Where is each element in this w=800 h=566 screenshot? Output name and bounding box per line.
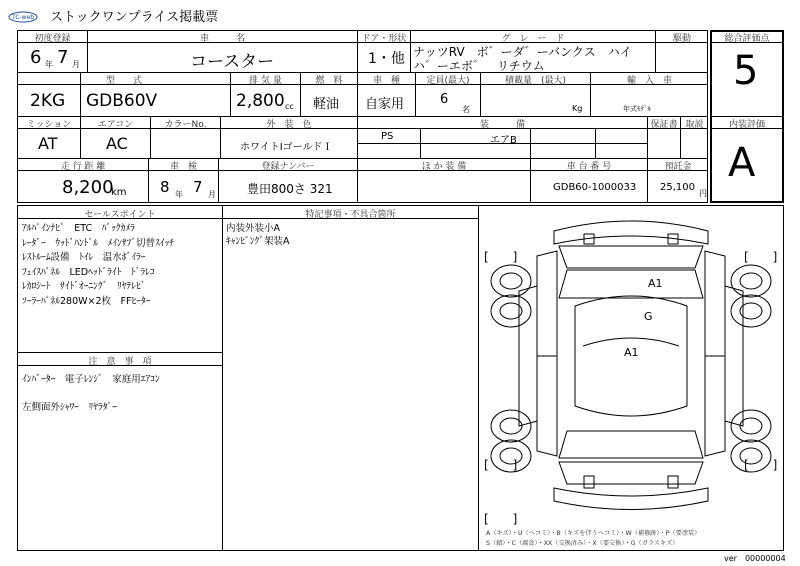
capacity-label: 定員(最大)	[426, 76, 470, 86]
model-value: GDB60V	[86, 91, 158, 111]
model-label: 型 式	[105, 76, 142, 86]
price-value: 25,100	[660, 182, 695, 193]
inspection-year: 8	[160, 178, 170, 196]
notes-label: 注 意 事 項	[88, 357, 152, 367]
note-line	[22, 387, 220, 401]
aircon-label: エアコン	[97, 120, 134, 130]
car-name: コースター	[190, 52, 275, 72]
aircon-value: AC	[106, 134, 128, 153]
model-prefix: 2KG	[30, 91, 66, 111]
bracket-right-bottom: [ ]	[744, 458, 778, 472]
grade-line2: ハ゛ーエボ゛ リチウム	[413, 59, 545, 73]
bracket-left-top: [ ]	[484, 250, 518, 264]
bracket-right-top: [ ]	[744, 250, 778, 264]
first-reg-year-unit: 年	[45, 60, 53, 69]
displacement-unit: cc	[285, 102, 294, 111]
price-unit: 円	[699, 189, 707, 198]
logo	[8, 8, 38, 22]
fuel-value: 軽油	[313, 97, 340, 112]
sales-point-line: ﾌｪｲｽﾊﾟﾈﾙ LEDﾍｯﾄﾞﾗｲﾄ ﾄﾞﾗﾚｺ	[22, 266, 155, 278]
page-title: ストックワンプライス掲載票	[50, 10, 219, 25]
warranty-label: 保証書	[650, 120, 678, 130]
special-line: 内装外装小A	[226, 223, 280, 234]
chassis-value: GDB60-1000033	[553, 182, 637, 193]
special-line: ｷｬﾝﾋﾟﾝｸﾞ架装A	[226, 236, 290, 247]
door-label: ドア・形状	[361, 34, 407, 44]
sales-point-line: ｿｰﾗｰﾊﾟﾈﾙ280W×2枚 FFﾋｰﾀｰ	[22, 295, 151, 307]
first-reg-label: 初度登録	[34, 34, 71, 44]
bracket-left-bottom: [ ]	[484, 458, 518, 472]
mission-label: ミッション	[26, 120, 72, 130]
sales-points-label: セールスポイント	[84, 210, 156, 220]
drive-label: 駆動	[672, 34, 691, 44]
first-reg-year: 6	[30, 47, 42, 68]
mileage-label: 走 行 距 離	[60, 162, 106, 172]
special-label: 特記事項・不具合箇所	[305, 210, 396, 220]
manual-label: 取説	[685, 120, 704, 130]
inspection-label: 車 検	[169, 162, 197, 172]
first-reg-month: 7	[57, 47, 69, 68]
equipment-label: 装 備	[479, 120, 525, 130]
type-label: 車 種	[372, 76, 400, 86]
plate-label: 登録ナンバー	[261, 162, 315, 172]
capacity-value: 6	[440, 92, 449, 107]
inspection-year-unit: 年	[175, 190, 183, 199]
vehicle-diagram	[479, 206, 783, 528]
note-line: ｲﾝﾊﾞｰﾀｰ 電子ﾚﾝｼﾞ 家庭用ｴｱｺﾝ	[22, 374, 160, 385]
bracket-bottom-left: [ ]	[484, 512, 518, 526]
mileage-unit: km	[111, 187, 127, 198]
sales-points-list	[22, 222, 220, 309]
equipment-ps: PS	[381, 131, 394, 142]
notes-list	[22, 373, 220, 415]
inspection-month: 7	[193, 178, 203, 196]
note-line: 左側面外ｼｬﾜｰ ﾘﾔﾗﾀﾞｰ	[22, 402, 118, 413]
version-text: ver 00000004	[724, 554, 786, 563]
first-reg-month-unit: 月	[72, 60, 80, 69]
mileage-value: 8,200	[62, 177, 114, 198]
damage-mark-g: G	[644, 310, 653, 323]
mission-value: AT	[38, 134, 58, 153]
damage-mark-a1-top: A1	[648, 277, 663, 290]
diagram-legend-1: A（キズ）・U（ヘコミ）・B（キズを伴うヘコミ）・W（補修跡）・P（要塗装）	[486, 530, 701, 537]
load-label: 積載量 (最大)	[504, 76, 567, 86]
special-list	[226, 222, 476, 248]
other-equipment-label: ほ か 装 備	[421, 162, 467, 172]
car-name-label: 車 名	[199, 34, 245, 44]
displacement-value: 2,800	[236, 91, 285, 111]
logo-icon	[8, 9, 38, 23]
capacity-unit: 名	[462, 105, 470, 114]
door-value: 1・他	[368, 51, 405, 67]
logo-text: TC-web	[12, 14, 35, 21]
diagram-legend-2: S（錆）・C（腐食）・XX（交換済み）・X（要交換）・G（ガラスキズ）	[486, 540, 679, 547]
load-unit: Kg	[572, 104, 583, 113]
color-no-label: カラーNo.	[164, 120, 207, 130]
import-label: 輸 入 車	[626, 76, 672, 86]
grade-label: グ レ ー ド	[501, 34, 565, 44]
plate-value: 豊田800さ 321	[247, 182, 333, 196]
chassis-label: 車 台 番 号	[566, 162, 612, 172]
exterior-color-label: 外 装 色	[266, 120, 312, 130]
type-value: 自家用	[365, 97, 405, 112]
exterior-color-value: ホワイトIゴールドＩ	[240, 142, 333, 153]
fuel-label: 燃 料	[315, 76, 343, 86]
interior-label: 内装評価	[728, 120, 765, 130]
grade-line1: ナッツRV ボ゛ーダ゛ーバンクス ハイ	[413, 45, 632, 59]
interior-value: A	[728, 140, 756, 186]
price-label: 預託金	[664, 162, 692, 172]
sales-point-line: ｱﾙﾊﾟｲﾝﾅﾋﾞ ETC ﾊﾞｯｸｶﾒﾗ	[22, 223, 135, 234]
equipment-airbag: エアB	[490, 135, 517, 146]
sales-point-line: ﾚｽﾄﾙｰﾑ設備 ﾄｲﾚ 温水ﾎﾞｲﾗｰ	[22, 252, 146, 263]
displacement-label: 排 気 量	[249, 76, 282, 86]
inspection-month-unit: 月	[208, 190, 216, 199]
sales-point-line: ﾚｰﾀﾞｰ ｳｯﾄﾞﾊﾝﾄﾞﾙ ﾒｲﾝｻﾌﾞ切替ｽｲｯﾁ	[22, 237, 175, 249]
sales-point-line: ﾚｶﾛｼｰﾄ ｻｲﾄﾞｵｰﾆﾝｸﾞ ﾘﾔﾃﾚﾋﾞ	[22, 281, 146, 292]
score-label: 総合評価点	[724, 34, 770, 44]
score-value: 5	[733, 48, 759, 94]
import-sub: 年式ﾓﾃﾞﾙ	[623, 105, 651, 113]
damage-mark-a1-bottom: A1	[624, 346, 639, 359]
